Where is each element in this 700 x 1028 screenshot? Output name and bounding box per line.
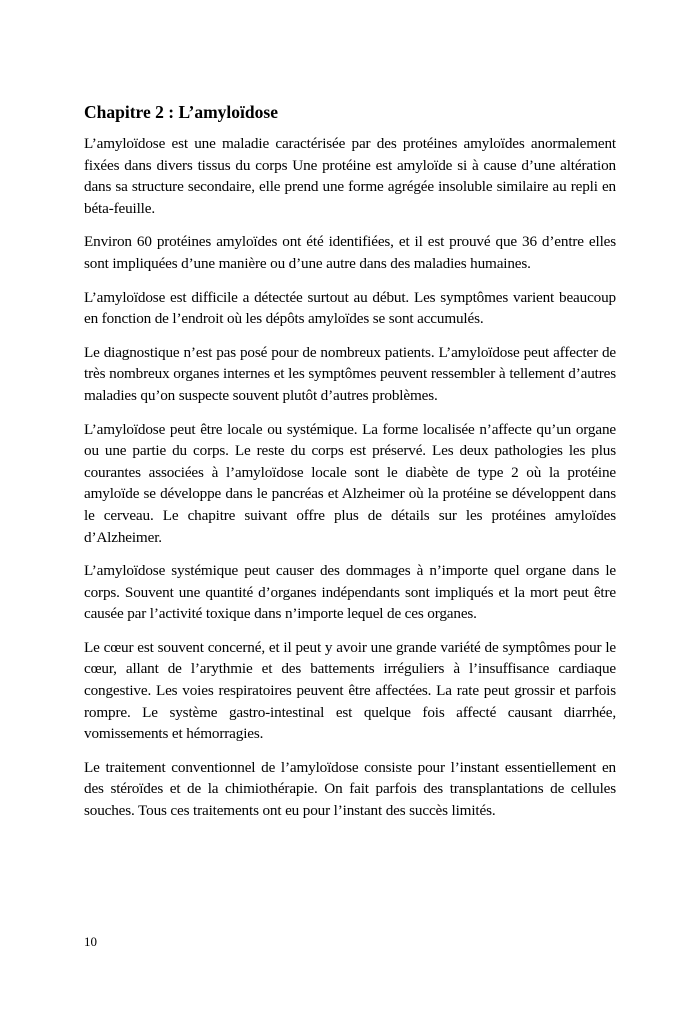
paragraph-5: L’amyloïdose peut être locale ou systémique. La forme localisée n’affecte qu’un organe ou une partie du corps. Le reste du corps est préservé. Les deux pathologies les plus courantes associées à l’amyloïdose locale sont le diabète de type 2 où la protéine amyloïde se développe dans le pancréas et Alzheimer où la protéine se développent dans le cerveau. Le chapitre suivant offre plus de détails sur les protéines amyloïdes d’Alzheimer. bbox=[84, 420, 616, 546]
chapter-title: Chapitre 2 : L’amyloïdose bbox=[84, 102, 278, 122]
page-content bbox=[84, 100, 616, 834]
paragraph-8: Le traitement conventionnel de l’amyloïdose consiste pour l’instant essentiellement en des stéroïdes et de la chimiothérapie. On fait parfois des transplantations de cellules souches. Tous ces traitements ont eu pour l’instant des succès limités. bbox=[84, 758, 616, 820]
paragraph-7: Le cœur est souvent concerné, et il peut y avoir une grande variété de symptômes pour le cœur, allant de l’arythmie et des battements irréguliers à l’insuffisance cardiaque congestive. Les voies respiratoires peuvent être affectées. La rate peut grossir et parfois rompre. Le système gastro-intestinal est quelque fois affecté causant diarrhée, vomissements et hémorragies. bbox=[84, 638, 616, 743]
paragraph-1: L’amyloïdose est une maladie caractérisée par des protéines amyloïdes anormalement fixées dans divers tissus du corps Une protéine est amyloïde si à cause d’une altération dans sa structure secondaire, elle prend une forme agrégée insoluble similaire au repli en béta-feuille. bbox=[84, 135, 616, 217]
paragraph-3: L’amyloïdose est difficile a détectée surtout au début. Les symptômes varient beaucoup en fonction de l’endroit où les dépôts amyloïdes se sont accumulés. bbox=[84, 288, 616, 328]
paragraph-6: L’amyloïdose systémique peut causer des dommages à n’importe quel organe dans le corps. Souvent une quantité d’organes indépendants sont impliqués et la mort peut être causée par l’activité toxique dans n’importe lequel de ces organes. bbox=[84, 562, 616, 623]
paragraph-4: Le diagnostique n’est pas posé pour de nombreux patients. L’amyloïdose peut affecter de très nombreux organes internes et les symptômes peuvent ressembler à tellement d’autres maladies qu’on suspecte souvent plutôt d’autres problèmes. bbox=[84, 343, 616, 404]
paragraph-2: Environ 60 protéines amyloïdes ont été identifiées, et il est prouvé que 36 d’entre elles sont impliquées d’une manière ou d’une autre dans des maladies humaines. bbox=[84, 233, 616, 272]
page-number: 10 bbox=[84, 934, 97, 949]
